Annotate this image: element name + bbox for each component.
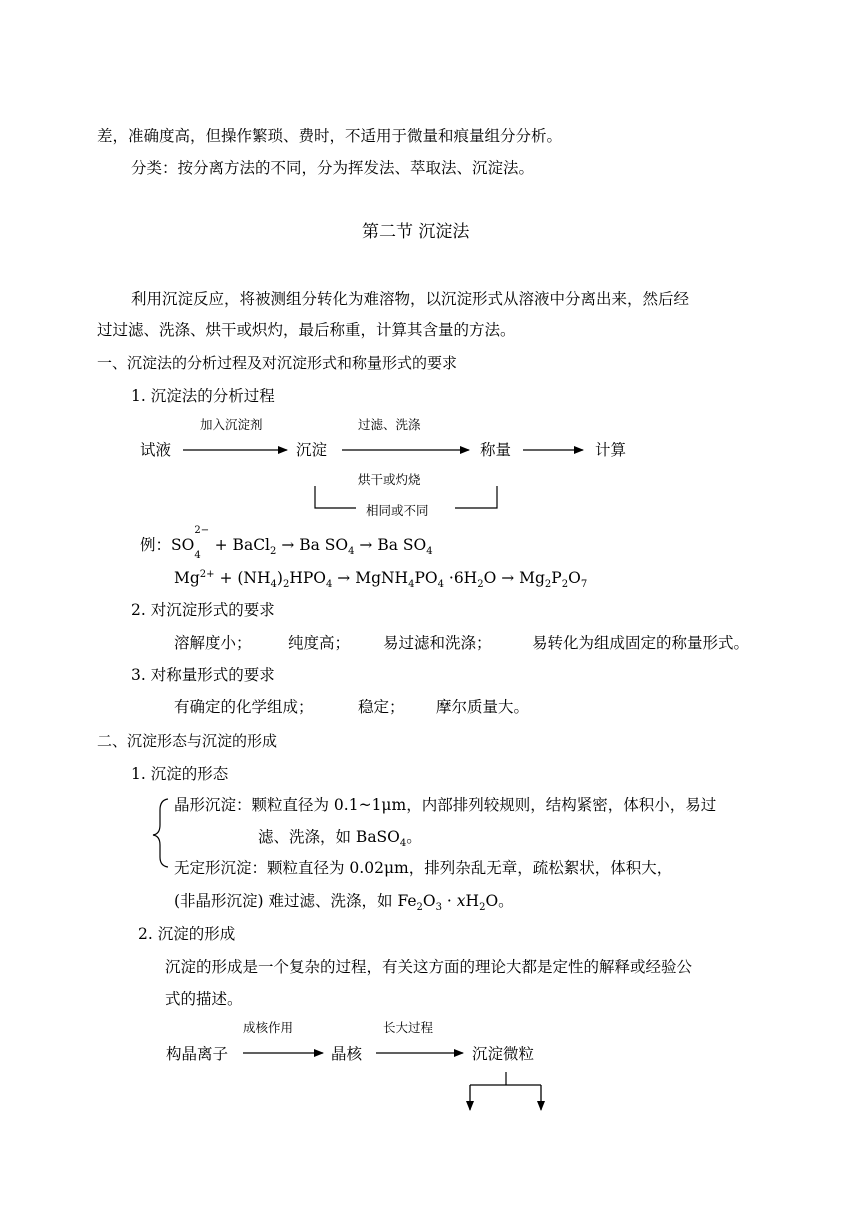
part1-sub2: 2. 对沉淀形式的要求 (131, 601, 275, 619)
flow-node-weigh: 称量 (480, 441, 512, 459)
req3-item: 摩尔质量大。 (436, 698, 530, 716)
req2-item: 易转化为组成固定的称量形式。 (532, 634, 750, 652)
intro-line-2: 分类：按分离方法的不同，分为挥发法、萃取法、沉淀法。 (131, 159, 535, 177)
bracket-left (315, 486, 356, 508)
part2-sub1: 1. 沉淀的形态 (131, 765, 229, 783)
flow-label-add-precipitant: 加入沉淀剂 (200, 417, 263, 432)
definition-line-1: 利用沉淀反应，将被测组分转化为难溶物，以沉淀形式从溶液中分离出来，然后经 (131, 290, 690, 308)
intro-line-1: 差，准确度高，但操作繁琐、费时，不适用于微量和痕量组分分析。 (97, 127, 563, 145)
curly-brace (153, 799, 168, 867)
example-label: 例： (140, 536, 172, 554)
req2-item: 易过滤和洗涤； (383, 634, 492, 652)
formation-line-2: 式的描述。 (165, 990, 243, 1008)
flow2-node-ions: 构晶离子 (166, 1045, 229, 1063)
flow-node-precipitate: 沉淀 (296, 441, 328, 459)
req3-item: 稳定； (358, 698, 405, 716)
formation-line-1: 沉淀的形成是一个复杂的过程，有关这方面的理论大都是定性的解释或经验公 (165, 958, 693, 976)
flow2-label-growth: 长大过程 (383, 1020, 434, 1035)
part2-heading: 二、沉淀形态与沉淀的形成 (97, 732, 278, 750)
example-equation-1: 例：SO 2− $_4$ + BaCl$_2$ → Ba $SO_4 \to Ba$ $SO_4$ (140, 525, 433, 562)
example-equation-2: $Mg^{2+} + (NH_4)_2HPO_4$ → $MgNH_4PO_4 \cdot 6H_2O \to Mg_2P_2O_7$ (174, 568, 588, 591)
part1-sub1: 1. 沉淀法的分析过程 (131, 387, 275, 405)
part1-sub3: 3. 对称量形式的要求 (131, 666, 275, 684)
req2-item: 溶解度小； (174, 634, 252, 652)
part1-heading: 一、沉淀法的分析过程及对沉淀形式和称量形式的要求 (97, 354, 458, 372)
flow2-node-nucleus: 晶核 (331, 1045, 363, 1063)
crystal-line-1: 晶形沉淀：颗粒直径为 0.1~1μm，内部排列较规则，结构紧密，体积小，易过 (174, 796, 717, 814)
amorphous-line-1: 无定形沉淀：颗粒直径为 0.02μm，排列杂乱无章，疏松絮状，体积大， (174, 859, 673, 877)
flow2-label-nucleation: 成核作用 (243, 1020, 294, 1035)
flow-node-calc: 计算 (595, 441, 627, 459)
flow2-node-particle: 沉淀微粒 (472, 1045, 535, 1063)
req3-item: 有确定的化学组成； (174, 698, 314, 716)
bracket-right (455, 486, 497, 508)
amorphous-line-2: (非晶形沉淀) 难过滤、洗涤，如 $Fe_2O_3 \cdot xH_2O$。 (174, 892, 514, 914)
part2-sub2: 2. 沉淀的形成 (138, 925, 236, 943)
definition-line-2: 过过滤、洗涤、烘干或炽灼，最后称重，计算其含量的方法。 (97, 321, 516, 339)
flow-label-same-diff: 相同或不同 (366, 503, 429, 518)
flow-label-dry: 烘干或灼烧 (358, 472, 421, 487)
flow-label-filter-wash: 过滤、洗涤 (358, 417, 421, 432)
crystal-line-2: 滤、洗涤，如 BaSO$_4$。 (258, 828, 422, 850)
section-title: 第二节 沉淀法 (362, 222, 470, 242)
req2-item: 纯度高； (288, 634, 351, 652)
flow-node-sample: 试液 (140, 441, 172, 459)
